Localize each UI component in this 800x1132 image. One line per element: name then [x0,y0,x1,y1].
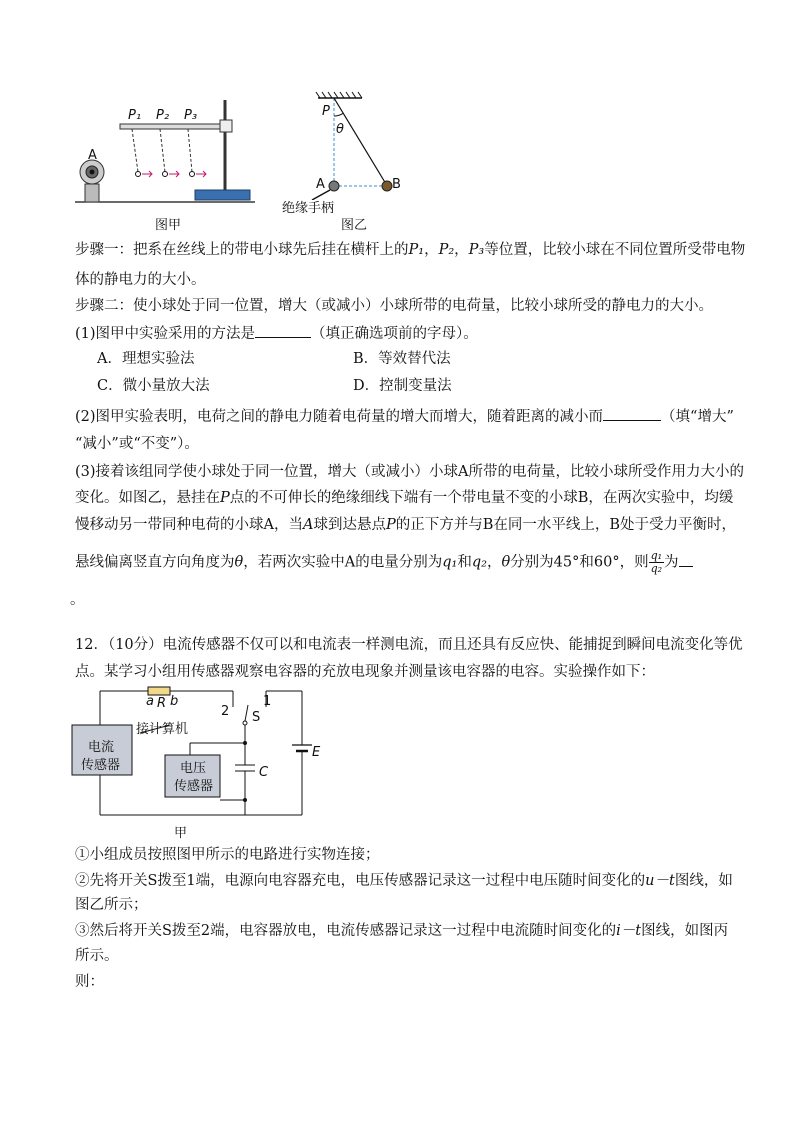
label-S: S [252,710,261,725]
label-P-yi: P [322,104,330,119]
label-P1: P₁ [128,108,142,123]
question-3-line4: 悬线偏离竖直方向角度为θ，若两次实验中A的电量分别为q₁和q₂，θ分别为45°和60°，则 $\frac{\text{q₁}}{\text{q₂}}$ 为 [75,550,693,575]
label-B-yi: B [392,177,401,192]
current-sensor-line1: 电流 [88,740,115,755]
label-A-yi: A [316,177,325,192]
q12-step3-line1: ③然后将开关S拨至2端，电容器放电，电流传感器记录这一过程中电流随时间变化的i－t图线，如图丙 [75,923,729,939]
question-3-end: 。 [70,592,85,608]
option-C: C．微小量放大法 [97,378,210,394]
step1-line2: 体的静电力的大小。 [75,272,206,288]
label-P3: P₃ [184,108,198,123]
label-C: C [259,765,269,780]
voltage-sensor-line2: 传感器 [174,779,214,794]
question-3-line3: 慢移动另一带同种电荷的小球A，当A球到达悬点P的正下方并与B在同一水平线上，B处于受力平衡时， [75,517,737,533]
option-A: A．理想实验法 [97,351,195,367]
voltage-sensor-line1: 电压 [180,761,207,776]
label-E: E [312,745,321,760]
label-a: a [146,694,154,709]
option-D: D．控制变量法 [353,378,452,394]
q12-line1: 12．（10分）电流传感器不仅可以和电流表一样测电流，而且还具有反应快、能捕捉到瞬间电流变化等优 [75,637,743,653]
question-1: (1)图甲中实验采用的方法是 （填正确选项前的字母）。 [75,322,478,344]
insulated-handle-label: 绝缘手柄 [282,201,335,216]
q12-then: 则： [75,974,104,990]
label-b: b [170,694,179,709]
circuit-caption: 甲 [174,826,188,841]
label-A-jia: A [88,148,97,163]
current-sensor-line2: 传感器 [81,758,121,773]
figure-jia-caption: 图甲 [155,218,182,233]
label-1: 1 [263,694,272,709]
q12-step2-line2: 图乙所示； [75,897,148,913]
label-computer: 接计算机 [136,722,189,737]
label-2: 2 [221,704,230,719]
fraction-q1-over-q2: $\frac{\text{q₁}}{\text{q₂}}$ [650,549,663,575]
q12-step3-line2: 所示。 [75,948,119,964]
label-theta: θ [336,122,344,137]
q12-step1: ①小组成员按照图甲所示的电路进行实物连接； [75,847,380,863]
question-3-line1: (3)接着该组同学使小球处于同一位置，增大（或减小）小球A所带的电荷量，比较小球所受作用力大小的 [75,464,745,480]
q12-step2-line1: ②先将开关S拨至1端，电源向电容器充电，电压传感器记录这一过程中电压随时间变化的u－t图线，如 [75,873,733,889]
question-3-line2: 变化。如图乙，悬挂在P点的不可伸长的绝缘细线下端有一个带电量不变的小球B，在两次实验中，均缓 [75,490,734,506]
label-R: R [157,696,167,711]
q12-line2: 点。某学习小组用传感器观察电容器的充放电现象并测量该电容器的电容。实验操作如下： [75,664,655,680]
answer-blank-3[interactable] [679,551,693,567]
answer-blank-1[interactable] [255,322,311,338]
question-2-line1: (2)图甲实验表明，电荷之间的静电力随着电荷量的增大而增大，随着距离的减小而 （填“增大” [75,405,734,427]
step2: 步骤二：使小球处于同一位置，增大（或减小）小球所带的电荷量，比较小球所受的静电力的大小。 [75,298,713,314]
label-P2: P₂ [156,108,170,123]
answer-blank-2[interactable] [603,405,661,421]
option-B: B．等效替代法 [353,351,451,367]
figure-yi-caption: 图乙 [341,218,368,233]
question-2-line2: “减小”或“不变”）。 [75,436,199,452]
step1-line1: 步骤一：把系在丝线上的带电小球先后挂在横杆上的P₁，P₂，P₃等位置，比较小球在不同位置所受带电物 [75,242,746,258]
